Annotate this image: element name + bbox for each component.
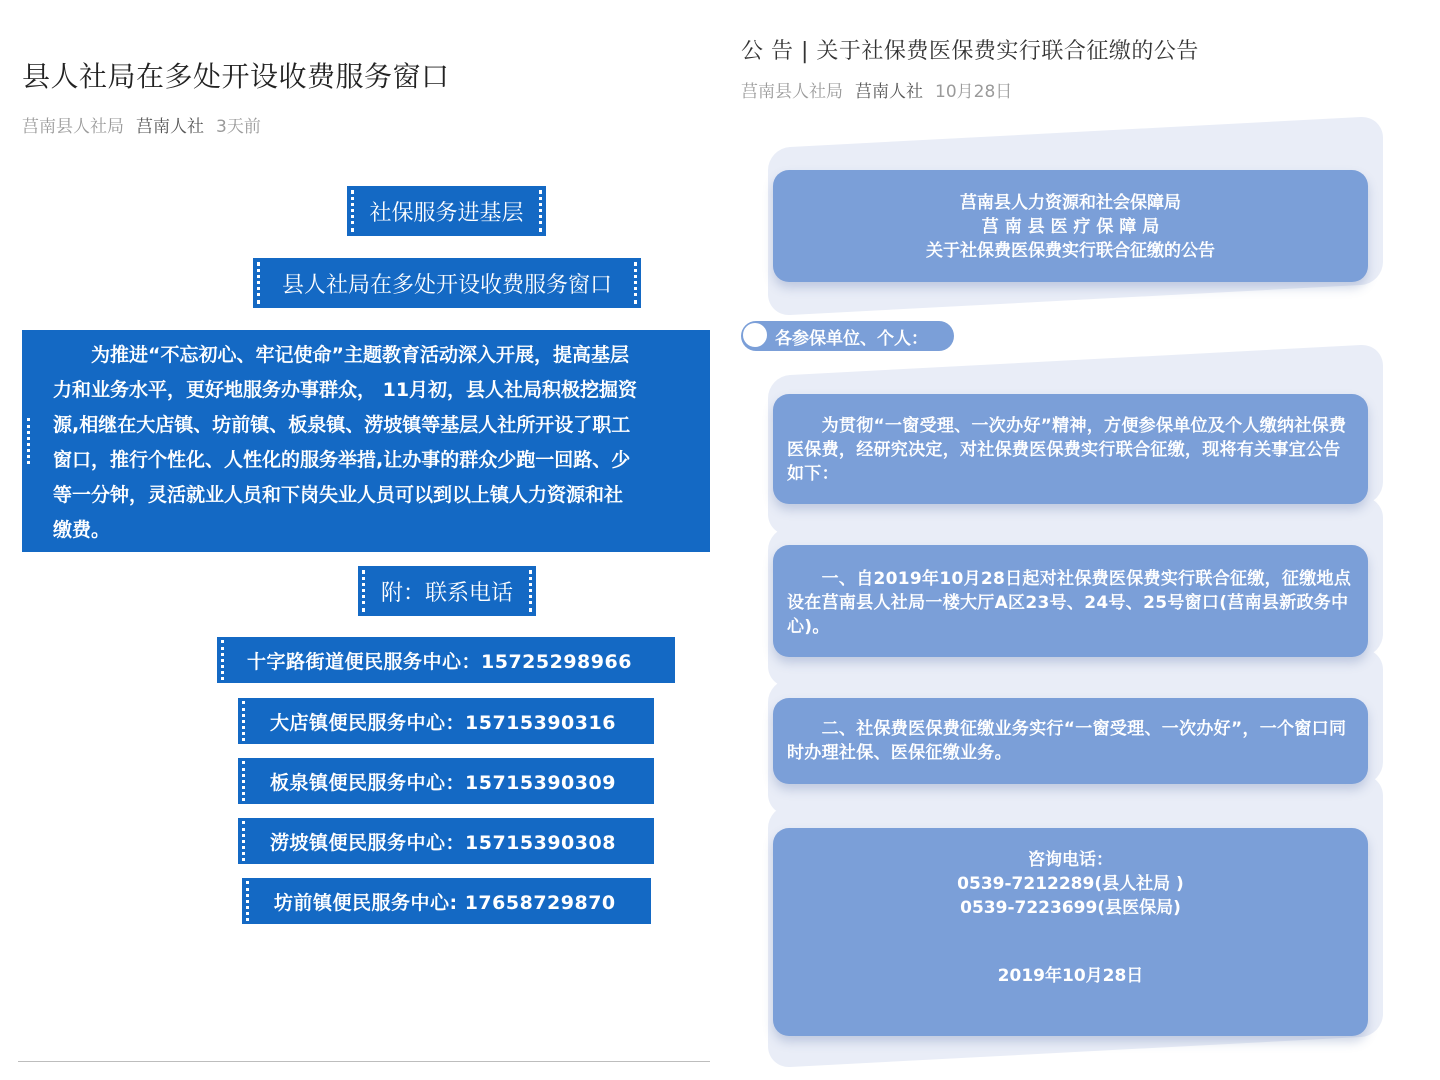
dotted-border [257,262,260,304]
contact-card [773,828,1368,1036]
divider [18,1061,710,1062]
phone-text: 大店镇便民服务中心：15715390316 [270,711,616,734]
banner-2-text: 县人社局在多处开设收费服务窗口 [281,272,612,298]
left-article-title: 县人社局在多处开设收费服务窗口 [22,60,450,93]
notice-subject: 关于社保费医保费实行联合征缴的公告 [926,241,1215,261]
dotted-border [351,190,354,232]
dotted-border [242,761,245,801]
phone-entry [238,698,654,744]
phone-entry [242,878,651,924]
dotted-border [242,701,245,741]
dotted-border [221,640,224,680]
banner-3-text: 附：联系电话 [380,580,513,606]
circle-icon [742,322,768,348]
source-name: 莒南县人社局 [22,117,124,137]
phone-text: 板泉镇便民服务中心：15715390309 [270,771,616,794]
dotted-border [362,570,365,612]
intro-paragraph: 为推进“不忘初心、牢记使命”主题教育活动深入开展，提高基层 力和业务水平，更好地服务办事群众， 11月初，县人社局积极挖掘资 源,相继在大店镇、坊前镇、板泉镇、涝坡镇等基层人社所开设了职工 窗口，推行个性化、人性化的服务举措,让办事的群众少跑一回路、少 等一分钟，灵活就业人员和下岗失业人员可以到以上镇人力资源和社 缴费。 [53,344,638,541]
contact-label: 咨询电话： [1028,850,1113,870]
salutation-text: 各参保单位、个人： [775,328,928,349]
right-article-title: 公 告 | 关于社保费医保费实行联合征缴的公告 [741,39,1199,64]
publish-time: 3天前 [216,117,261,137]
dotted-border [27,418,30,464]
intro-paragraph-box [22,330,710,552]
salutation-pill [741,321,954,351]
dotted-border [246,881,249,921]
issuer-line: 莒 南 县 医 疗 保 障 局 [981,217,1160,237]
source-name: 莒南县人社局 [741,82,843,102]
notice-paragraph-1: 为贯彻“一窗受理、一次办好”精神，方便参保单位及个人缴纳社保费医保费，经研究决定，对社保费医保费实行联合征缴，现将有关事宜公告如下： [773,394,1368,504]
dotted-border [529,570,532,612]
notice-paragraph-3: 二、社保费医保费征缴业务实行“一窗受理、一次办好”，一个窗口同时办理社保、医保征缴业务。 [773,698,1368,784]
dotted-border [634,262,637,304]
phone-entry [238,818,654,864]
issuer-line: 莒南县人力资源和社会保障局 [960,193,1181,213]
banner-heading-1 [347,186,546,236]
phone-text: 涝坡镇便民服务中心：15715390308 [270,831,616,854]
account-link[interactable]: 莒南人社 [136,117,204,137]
account-link[interactable]: 莒南人社 [855,82,923,102]
dotted-border [539,190,542,232]
contact-phone: 0539-7212289(县人社局 ) [957,874,1184,894]
phone-entry [238,758,654,804]
phone-text: 坊前镇便民服务中心: 17658729870 [274,891,616,914]
right-article-meta [741,77,1012,102]
left-article-meta [22,112,261,137]
banner-1-text: 社保服务进基层 [369,200,524,226]
phone-entry [217,637,675,683]
dotted-border [242,821,245,861]
phone-text: 十字路街道便民服务中心：15725298966 [247,650,632,673]
notice-header-card [773,170,1368,282]
contact-phone: 0539-7223699(县医保局) [960,898,1181,918]
banner-contacts [358,566,536,616]
publish-time: 10月28日 [935,82,1013,102]
notice-date: 2019年10月28日 [997,966,1144,986]
banner-heading-2 [253,258,641,308]
notice-paragraph-2: 一、自2019年10月28日起对社保费医保费实行联合征缴，征缴地点设在莒南县人社局一楼大厅A区23号、24号、25号窗口(莒南县新政务中心)。 [773,545,1368,657]
